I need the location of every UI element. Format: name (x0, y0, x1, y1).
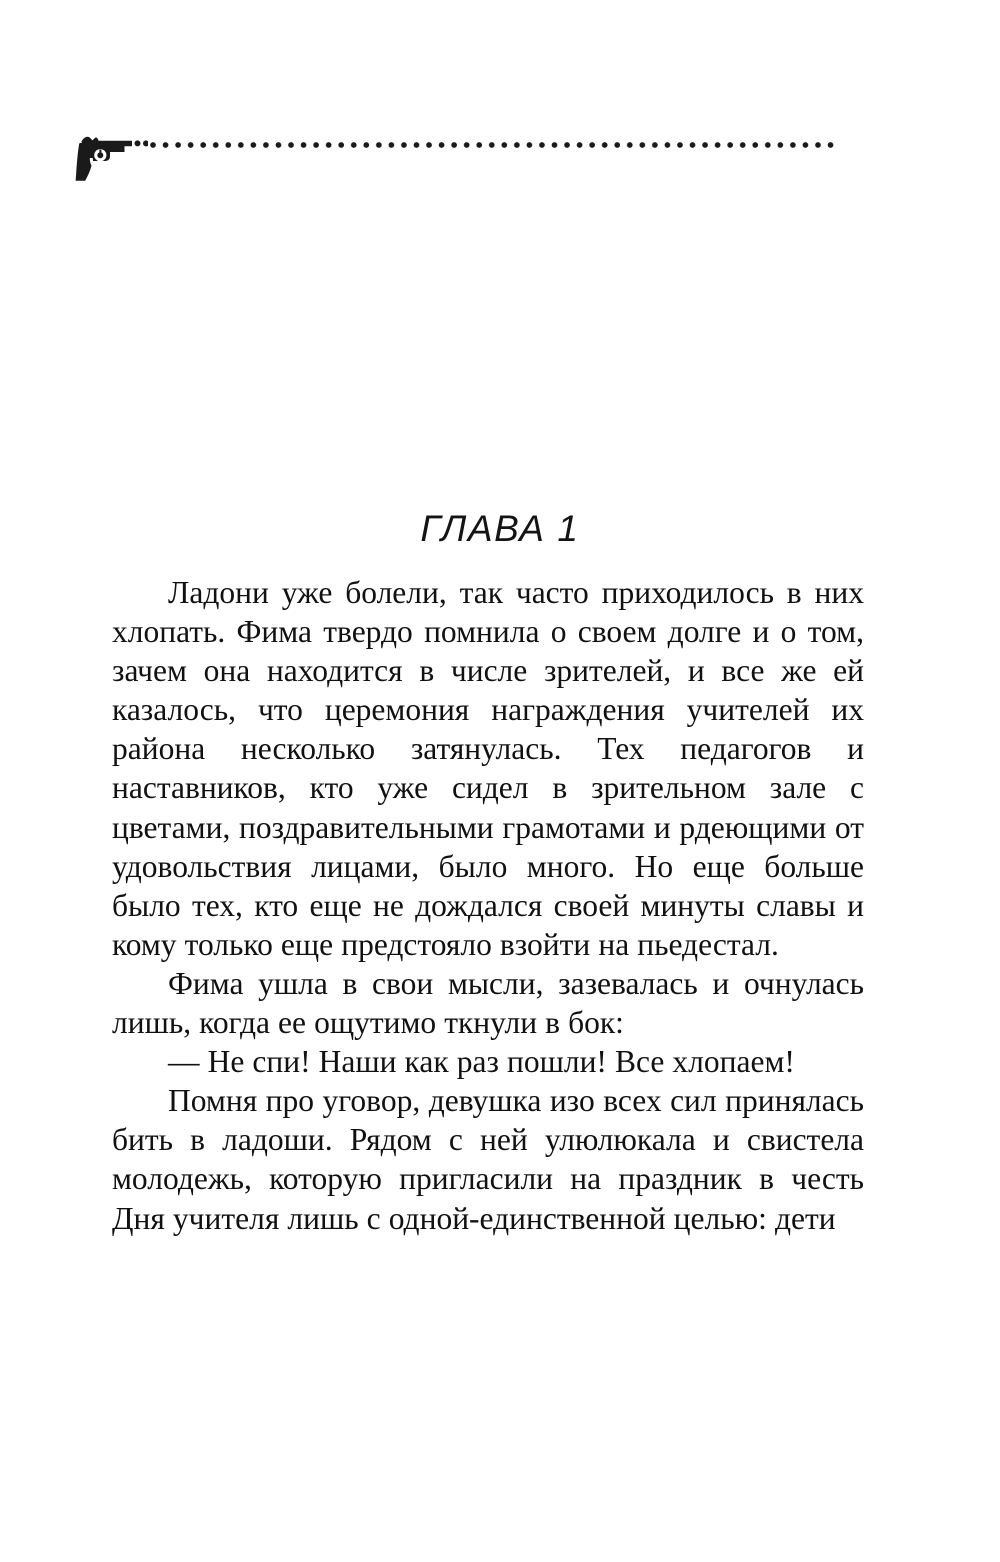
paragraph: Фима ушла в свои мысли, зазевалась и очнулась лишь, когда ее ощутимо ткнули в бок: (112, 965, 864, 1041)
paragraph: Ладони уже болели, так часто приходилось в них хлопать. Фима твердо помнила о своем долге и о том, зачем она находится в числе зрителей, и все же ей казалось, что церемония награждения учителей их района несколько затянулась. Тех педагогов и наставников, кто уже сидел в зрительном зале с цветами, поздравительными грамотами и рдеющими от удовольствия лицами, было много. Но еще больше было тех, кто еще не дождался своей минуты славы и кому только еще предстояло взойти на пьедестал. (112, 575, 864, 962)
paragraph-dialogue: — Не спи! Наши как раз пошли! Все хлопаем! (168, 1044, 795, 1080)
pistol-icon (74, 132, 148, 182)
header-ornament (74, 128, 844, 184)
chapter-heading: ГЛАВА 1 (420, 508, 580, 549)
dotted-rule-decoration (150, 142, 840, 150)
paragraph: Помня про уговор, девушка изо всех сил принялась бить в ладоши. Рядом с ней улюлюкала и свистела молодежь, которую пригласили на праздник в честь Дня учителя лишь с одной-единственной целью: дети (112, 1083, 864, 1236)
body-text-block (112, 573, 864, 1238)
